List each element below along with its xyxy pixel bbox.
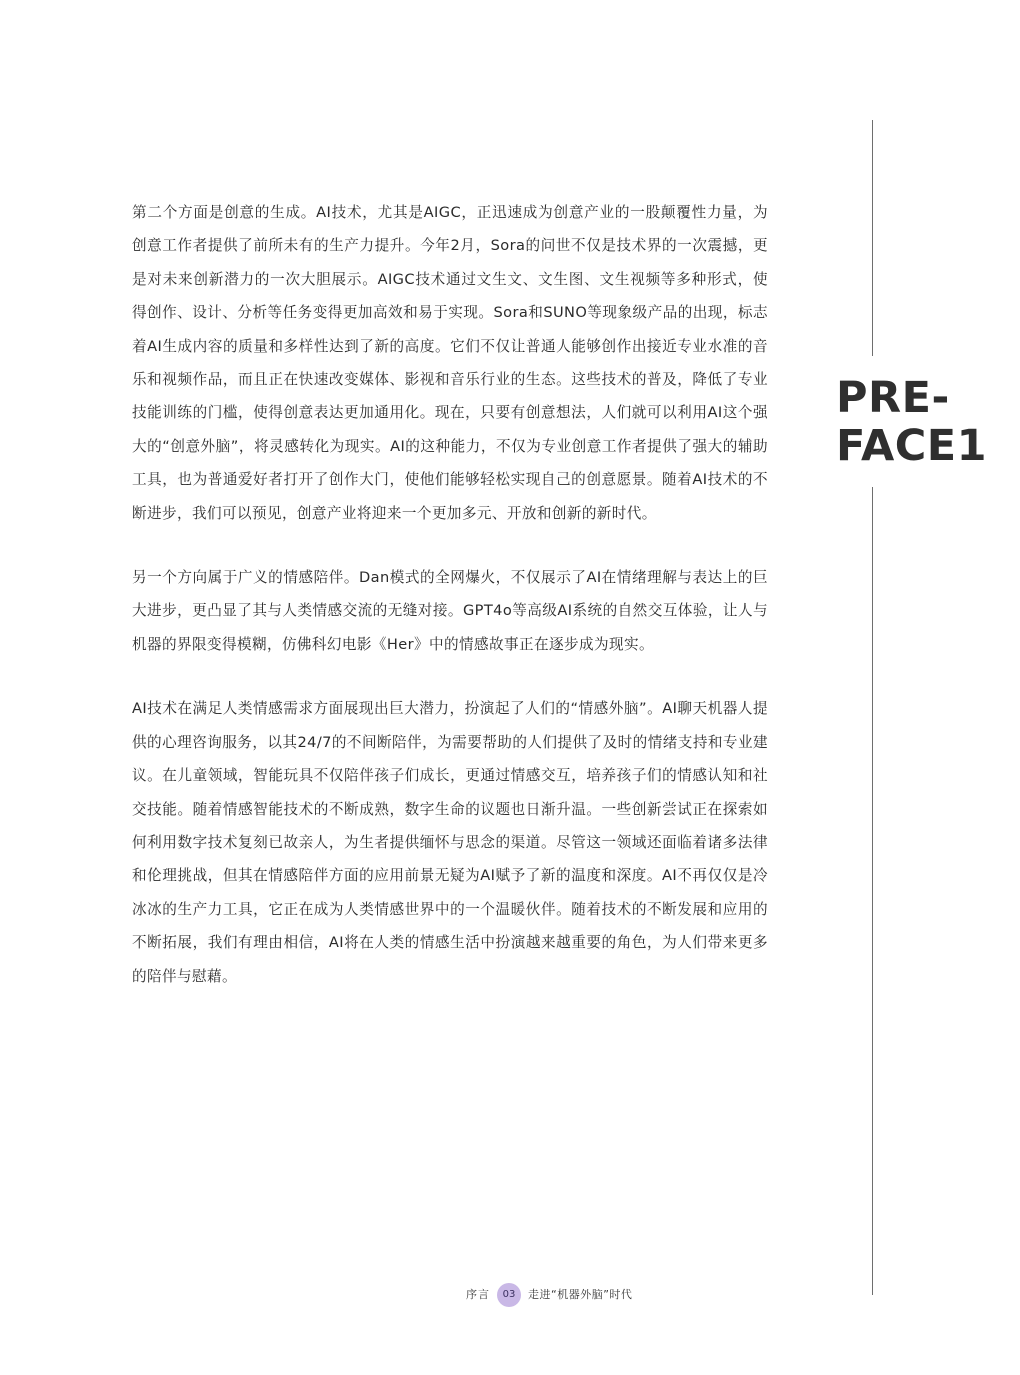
preface-heading <box>836 374 987 470</box>
page-number-badge: 03 <box>497 1283 521 1307</box>
heading-line-2: FACE1 <box>836 421 988 471</box>
paragraph-emotional-companionship: 另一个方向属于广义的情感陪伴。Dan模式的全网爆火，不仅展示了AI在情绪理解与表达上的巨大进步，更凸显了其与人类情感交流的无缝对接。GPT4o等高级AI系统的自然交互体验，让人与机器的界限变得模糊，仿佛科幻电影《Her》中的情感故事正在逐步成为现实。 <box>132 569 768 653</box>
paragraph-creative-generation: 第二个方面是创意的生成。AI技术，尤其是AIGC，正迅速成为创意产业的一股颠覆性力量，为创意工作者提供了前所未有的生产力提升。今年2月，Sora的问世不仅是技术界的一次震撼，更是对未来创新潜力的一次大胆展示。AIGC技术通过文生文、文生图、文生视频等多种形式，使得创作、设计、分析等任务变得更加高效和易于实现。Sora和SUNO等现象级产品的出现，标志着AI生成内容的质量和多样性达到了新的高度。它们不仅让普通人能够创作出接近专业水准的音乐和视频作品，而且正在快速改变媒体、影视和音乐行业的生态。这些技术的普及，降低了专业技能训练的门槛，使得创意表达更加通用化。现在，只要有创意想法，人们就可以利用AI这个强大的“创意外脑”，将灵感转化为现实。AI的这种能力，不仅为专业创意工作者提供了强大的辅助工具，也为普通爱好者打开了创作大门，使他们能够轻松实现自己的创意愿景。随着AI技术的不断进步，我们可以预见，创意产业将迎来一个更加多元、开放和创新的新时代。 <box>132 204 768 522</box>
vertical-rule-top <box>872 120 873 356</box>
paragraph-emotional-brain: AI技术在满足人类情感需求方面展现出巨大潜力，扮演起了人们的“情感外脑”。AI聊天机器人提供的心理咨询服务，以其24/7的不间断陪伴，为需要帮助的人们提供了及时的情绪支持和专业建议。在儿童领域，智能玩具不仅陪伴孩子们成长，更通过情感交互，培养孩子们的情感认知和社交技能。随着情感智能技术的不断成熟，数字生命的议题也日渐升温。一些创新尝试正在探索如何利用数字技术复刻已故亲人，为生者提供缅怀与思念的渠道。尽管这一领域还面临着诸多法律和伦理挑战，但其在情感陪伴方面的应用前景无疑为AI赋予了新的温度和深度。AI不再仅仅是冷冰冰的生产力工具，它正在成为人类情感世界中的一个温暖伙伴。随着技术的不断发展和应用的不断拓展，我们有理由相信，AI将在人类的情感生活中扮演越来越重要的角色，为人们带来更多的陪伴与慰藉。 <box>132 700 768 985</box>
footer-chapter-title: 走进“机器外脑”时代 <box>528 1288 633 1301</box>
heading-line-1: PRE- <box>836 373 950 423</box>
page-footer <box>0 1283 1020 1307</box>
vertical-rule-bottom <box>872 487 873 1295</box>
footer-section-label: 序言 <box>466 1288 490 1301</box>
body-text <box>132 196 768 1024</box>
